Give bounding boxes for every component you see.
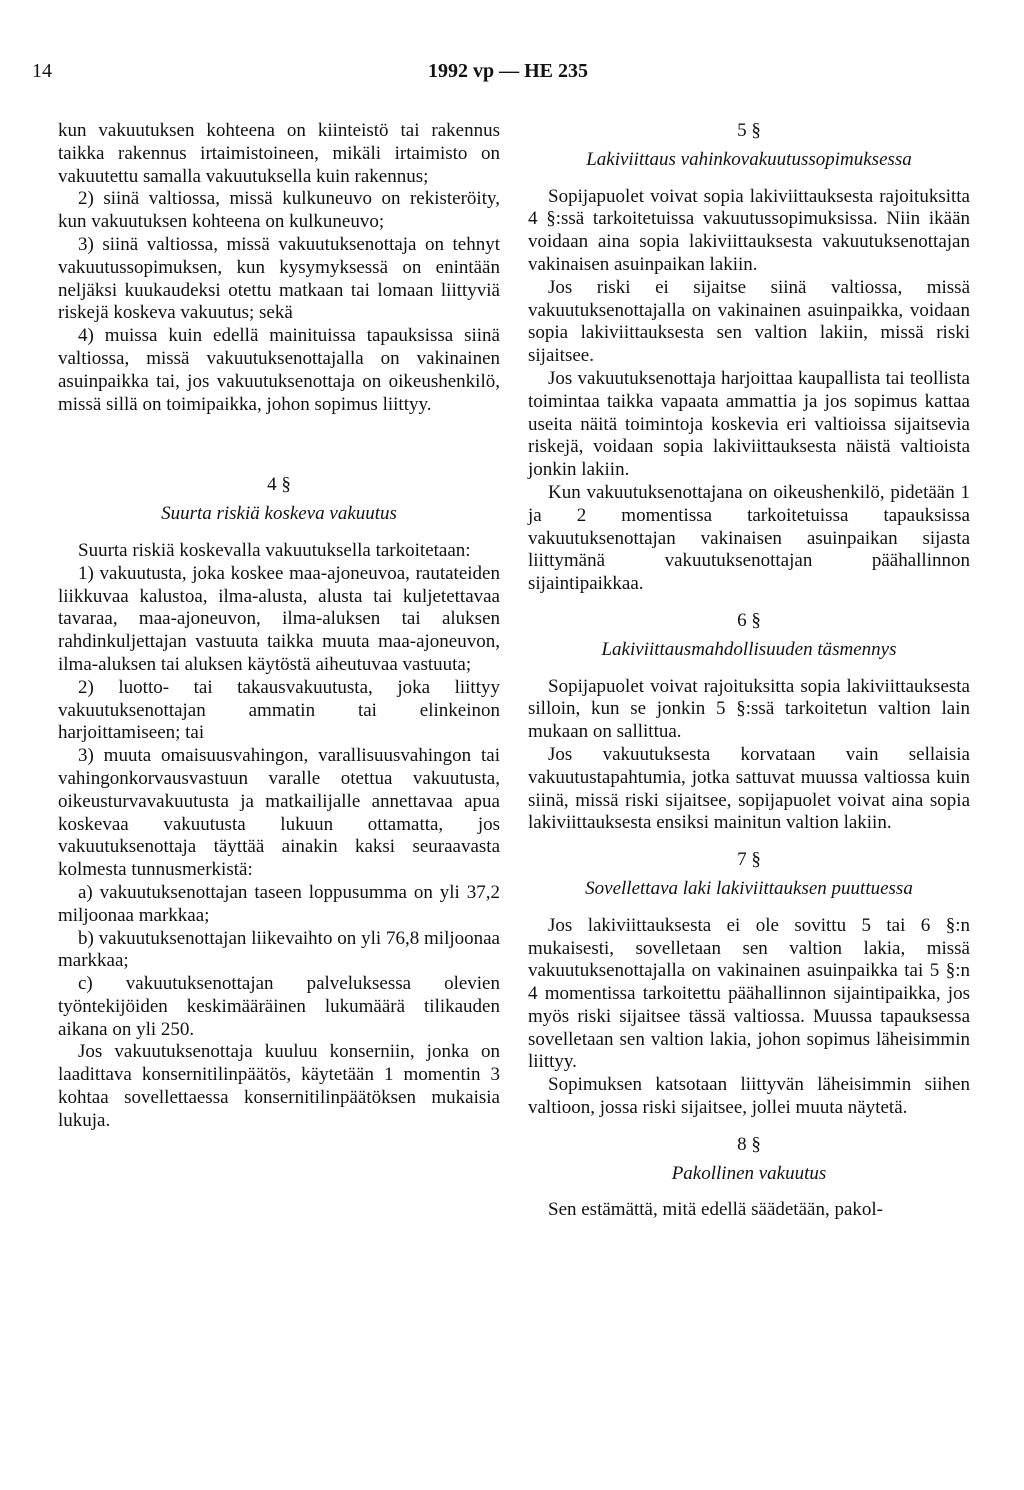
paragraph: a) vakuutuksenottajan taseen loppusumma on yli 37,2 miljoonaa markkaa; xyxy=(58,881,500,926)
paragraph: Sopijapuolet voivat sopia lakiviittauksesta rajoituksitta 4 §:ssä tarkoitetuissa vakuutussopimuksissa. Niin ikään voidaan aina sopia lakiviittauksesta vakuutuksenottajan vakinaisen asuinpaikan lakiin. xyxy=(528,185,970,275)
section-6-number: 6 § xyxy=(737,609,761,631)
paragraph: b) vakuutuksenottajan liikevaihto on yli 76,8 miljoonaa markkaa; xyxy=(58,927,500,972)
paragraph: Sopijapuolet voivat rajoituksitta sopia lakiviittauksesta silloin, kun se jonkin 5 §:ssä tarkoitetun valtion lain mukaan on sallittua. xyxy=(528,675,970,743)
paragraph: 4) muissa kuin edellä mainituissa tapauksissa siinä valtiossa, missä vakuutuksenottajalla on vakinainen asuinpaikka tai, jos vakuutuksenottaja on oikeushenkilö, missä sillä on toimipaikka, johon sopimus liittyy. xyxy=(58,325,500,415)
page-header xyxy=(32,60,984,90)
section-7-title: Sovellettava laki lakiviittauksen puuttuessa xyxy=(585,877,913,899)
right-column xyxy=(528,120,970,1222)
paragraph: 2) siinä valtiossa, missä kulkuneuvo on rekisteröity, kun vakuutuksen kohteena on kulkuneuvo; xyxy=(58,188,500,233)
section-8-number: 8 § xyxy=(737,1133,761,1155)
section-4-number: 4 § xyxy=(267,474,291,496)
paragraph: Jos vakuutuksesta korvataan vain sellaisia vakuutustapahtumia, jotka sattuvat muussa valtiossa kuin siinä, missä riski sijaitsee, sopijapuolet voivat aina sopia lakiviittauksesta ensiksi mainitun valtion lakiin. xyxy=(528,743,970,834)
paragraph: 1) vakuutusta, joka koskee maa-ajoneuvoa, rautateiden liikkuvaa kalustoa, ilma-alusta, alusta tai kuljetettavaa tavaraa, maa-ajoneuvon, ilma-aluksen tai aluksen rahdinkuljettajan vastuuta taikka muuta maa-ajoneuvon, ilma-aluksen tai aluksen käytöstä aiheutuvaa vastuuta; xyxy=(58,562,500,675)
paragraph: Jos vakuutuksenottaja kuuluu konserniin, jonka on laadittava konsernitilinpäätös, käytetään 1 momentin 3 kohtaa sovellettaessa konsernitilinpäätöksen mukaisia lukuja. xyxy=(58,1041,500,1131)
section-6-title: Lakiviittausmahdollisuuden täsmennys xyxy=(601,638,897,660)
paragraph: 3) muuta omaisuusvahingon, varallisuusvahingon tai vahingonkorvausvastuun varalle otettua vakuutusta, oikeusturvavakuutusta ja matkailijalle annettavaa apua koskevaa vakuutusta lukuun ottamatta, jos vakuutuksenottaja täyttää ainakin kaksi seuraavasta kolmesta tunnusmerkistä: xyxy=(58,745,500,881)
section-5-title: Lakiviittaus vahinkovakuutussopimuksessa xyxy=(586,148,912,170)
paragraph: Suurta riskiä koskevalla vakuutuksella tarkoitetaan: xyxy=(78,539,471,561)
section-8-title: Pakollinen vakuutus xyxy=(671,1162,827,1184)
section-5-number: 5 § xyxy=(737,120,761,141)
left-column xyxy=(58,120,500,1133)
paragraph: c) vakuutuksenottajan palveluksessa olevien työntekijöiden keskimääräinen lukumäärä tilikauden aikana on yli 250. xyxy=(58,973,500,1040)
paragraph: Kun vakuutuksenottajana on oikeushenkilö, pidetään 1 ja 2 momentissa tarkoitetuissa tapauksissa vakuutuksenottajan vakinaisen asuinpaikan sijasta liittymänä vakuutuksenottajan päähallinnon sijaintipaikkaa. xyxy=(528,481,970,595)
paragraph: Jos vakuutuksenottaja harjoittaa kaupallista tai teollista toimintaa taikka vapaata ammattia ja jos sopimus kattaa useita näitä toimintoja koskevia eri valtioissa sijaitsevia riskejä, voidaan sopia lakiviittauksesta näistä valtioista jonkin lakiin. xyxy=(528,367,970,481)
paragraph: kun vakuutuksen kohteena on kiinteistö tai rakennus taikka rakennus irtaimistoineen, mikäli irtaimisto on vakuutettu samalla vakuutuksella kuin rakennus; xyxy=(58,120,500,187)
page-number: 14 xyxy=(32,60,52,82)
paragraph: 3) siinä valtiossa, missä vakuutuksenottaja on tehnyt vakuutussopimuksen, kun kysymyksessä on enintään neljäksi kuukaudeksi otettu matkaan tai lomaan liittyviä riskejä koskeva vakuutus; sekä xyxy=(58,233,500,324)
section-7-number: 7 § xyxy=(737,849,761,871)
paragraph: 2) luotto- tai takausvakuutusta, joka liittyy vakuutuksenottajan ammatin tai elinkeinon harjoittamiseen; tai xyxy=(58,676,500,744)
paragraph: Sopimuksen katsotaan liittyvän läheisimmin siihen valtioon, jossa riski sijaitsee, jollei muuta näytetä. xyxy=(528,1074,970,1119)
paragraph: Sen estämättä, mitä edellä säädetään, pakol- xyxy=(548,1199,883,1221)
section-4-title: Suurta riskiä koskeva vakuutus xyxy=(161,503,397,525)
paragraph: Jos riski ei sijaitse siinä valtiossa, missä vakuutuksenottajalla on vakinainen asuinpaikka, voidaan sopia lakiviittauksesta sen valtion lakiin, missä riski sijaitsee. xyxy=(528,276,970,367)
paragraph: Jos lakiviittauksesta ei ole sovittu 5 tai 6 §:n mukaisesti, sovelletaan sen valtion lakia, missä vakuutuksenottajalla on vakinainen asuinpaikka tai 5 §:n 4 momentissa tarkoitettu päähallinnon sijaintipaikka, jos myös riski sijaitsee tässä valtiossa. Muussa tapauksessa sovelletaan sen valtion lakia, johon sopimus läheisimmin liittyy. xyxy=(528,914,970,1073)
running-head: 1992 vp — HE 235 xyxy=(427,60,589,82)
